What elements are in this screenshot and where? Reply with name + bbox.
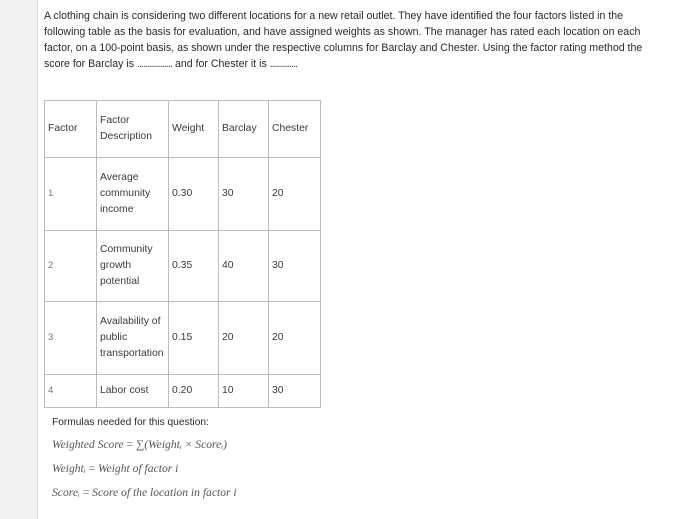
header-factor: Factor [45, 101, 97, 158]
barclay-score: 40 [219, 231, 269, 302]
factor-number: 1 [45, 158, 97, 231]
formulas-section [52, 413, 552, 505]
table-row [45, 375, 321, 408]
score-equals: = [82, 486, 90, 499]
table-header-row [45, 101, 321, 158]
barclay-score: 20 [219, 302, 269, 375]
weight-equals: = [88, 462, 96, 475]
factor-description: Community growth potential [97, 231, 169, 302]
formulas-title: Formulas needed for this question: [52, 417, 209, 428]
weighted-score-lhs: Weighted Score [52, 438, 124, 451]
factor-weight: 0.30 [169, 158, 219, 231]
barclay-score: 30 [219, 158, 269, 231]
table-row [45, 302, 321, 375]
barclay-answer-blank: .................. [137, 58, 173, 70]
chester-answer-blank: .............. [269, 58, 297, 70]
factor-weight: 0.20 [169, 375, 219, 408]
weight-rhs: Weight of factor i [97, 462, 179, 475]
weighted-score-rhs: ∑(Weightᵢ × Scoreᵢ) [135, 438, 227, 451]
score-rhs: Score of the location in factor i [92, 486, 237, 499]
header-description: Factor Description [97, 101, 169, 158]
header-barclay: Barclay [219, 101, 269, 158]
factor-description: Availability of public transportation [97, 302, 169, 375]
chester-score: 30 [269, 375, 321, 408]
factor-number: 3 [45, 302, 97, 375]
factor-number: 4 [45, 375, 97, 408]
header-chester: Chester [269, 101, 321, 158]
factor-weight: 0.35 [169, 231, 219, 302]
weighted-score-formula [52, 433, 552, 457]
question-text [44, 8, 664, 72]
chester-score: 20 [269, 158, 321, 231]
chester-score: 30 [269, 231, 321, 302]
table-row [45, 231, 321, 302]
weighted-score-equals: = [126, 438, 134, 451]
weight-definition [52, 457, 552, 481]
table-row [45, 158, 321, 231]
score-definition [52, 481, 552, 505]
factor-weight: 0.15 [169, 302, 219, 375]
chester-score: 20 [269, 302, 321, 375]
weight-lhs: Weightᵢ [52, 462, 86, 475]
question-middle: and for Chester it is [174, 58, 267, 70]
factor-rating-table [44, 100, 321, 408]
question-body: A clothing chain is considering two different locations for a new retail outlet. They have identified the four factors listed in the following table as the basis for evaluation, and have assigned weights as shown. The manager has rated each location on each factor, on a 100-point basis, as shown under the respective columns for Barclay and Chester. Using the factor rating method the score for Barclay is [44, 10, 643, 70]
factor-number: 2 [45, 231, 97, 302]
score-lhs: Scoreᵢ [52, 486, 80, 499]
factor-description: Average community income [97, 158, 169, 231]
header-weight: Weight [169, 101, 219, 158]
barclay-score: 10 [219, 375, 269, 408]
factor-description: Labor cost [97, 375, 169, 408]
